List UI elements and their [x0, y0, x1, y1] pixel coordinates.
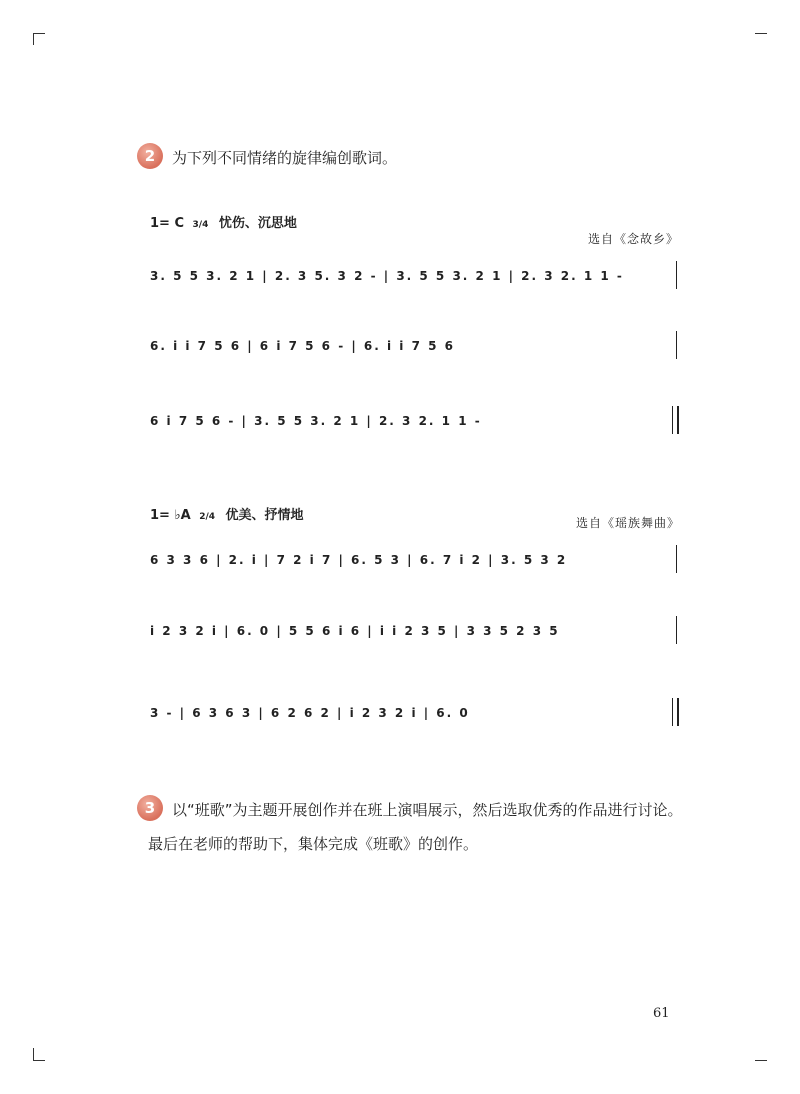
- melody-2-line-1: [150, 549, 678, 575]
- melody-2-source: 选自《瑶族舞曲》: [576, 516, 681, 530]
- barline: [676, 331, 677, 359]
- score-text: 3 - | 6 3 6 3 | 6 2 6 2 | i 2 3 2 i | 6. 0: [150, 706, 470, 720]
- melody-2-mood: 优美、抒情地: [225, 508, 304, 523]
- crop-mark-bottom-left: [33, 1060, 45, 1061]
- crop-mark-bottom-left-v: [33, 1048, 34, 1060]
- score-text: i 2 3 2 i | 6. 0 | 5 5 6 i 6 | i i 2 3 5 | 3 3 5 2 3 5: [150, 624, 560, 638]
- melody-1-key: [150, 212, 297, 231]
- score-text: 3. 5 5 3. 2 1 | 2. 3 5. 3 2 - | 3. 5 5 3. 2 1 | 2. 3 2. 1 1 -: [150, 269, 624, 283]
- melody-1-mood: 忧伤、沉思地: [218, 216, 297, 231]
- score-text: 6 i 7 5 6 - | 3. 5 5 3. 2 1 | 2. 3 2. 1 1 -: [150, 414, 482, 428]
- exercise-3-line-2: 最后在老师的帮助下，集体完成《班歌》的创作。: [148, 835, 479, 853]
- score-text: 6 3 3 6 | 2. i | 7 2 i 7 | 6. 5 3 | 6. 7 i 2 | 3. 5 3 2: [150, 553, 568, 567]
- exercise-3-badge: 3: [137, 795, 163, 821]
- melody-2-line-2: [150, 620, 678, 646]
- barline: [676, 616, 677, 644]
- crop-mark-top-left: [33, 33, 45, 34]
- melody-1-key-text: 1= C: [150, 216, 185, 231]
- score-text: 6. i i 7 5 6 | 6 i 7 5 6 - | 6. i i 7 5 6: [150, 339, 456, 353]
- melody-1-meter: 3/4: [192, 220, 209, 230]
- melody-2-line-3: [150, 702, 678, 728]
- melody-1-line-2: [150, 335, 678, 361]
- melody-1-source: 选自《念故乡》: [588, 232, 680, 246]
- exercise-3-line-1: 以“班歌”为主题开展创作并在班上演唱展示，然后选取优秀的作品进行讨论。: [172, 801, 683, 819]
- final-barline: [672, 698, 679, 726]
- melody-2-key: [150, 504, 304, 523]
- barline: [676, 261, 677, 289]
- melody-1-line-1: [150, 265, 678, 291]
- page-number: 61: [653, 1006, 670, 1021]
- crop-mark-bottom-right: [755, 1060, 767, 1061]
- barline: [676, 545, 677, 573]
- crop-mark-top-right: [755, 33, 767, 34]
- final-barline: [672, 406, 679, 434]
- exercise-2-badge: 2: [137, 143, 163, 169]
- melody-2-meter: 2/4: [199, 512, 216, 522]
- exercise-2-instruction: 为下列不同情绪的旋律编创歌词。: [172, 149, 398, 167]
- melody-1-line-3: [150, 410, 678, 436]
- melody-2-key-text: 1= ♭A: [150, 508, 191, 523]
- crop-mark-top-left-v: [33, 33, 34, 45]
